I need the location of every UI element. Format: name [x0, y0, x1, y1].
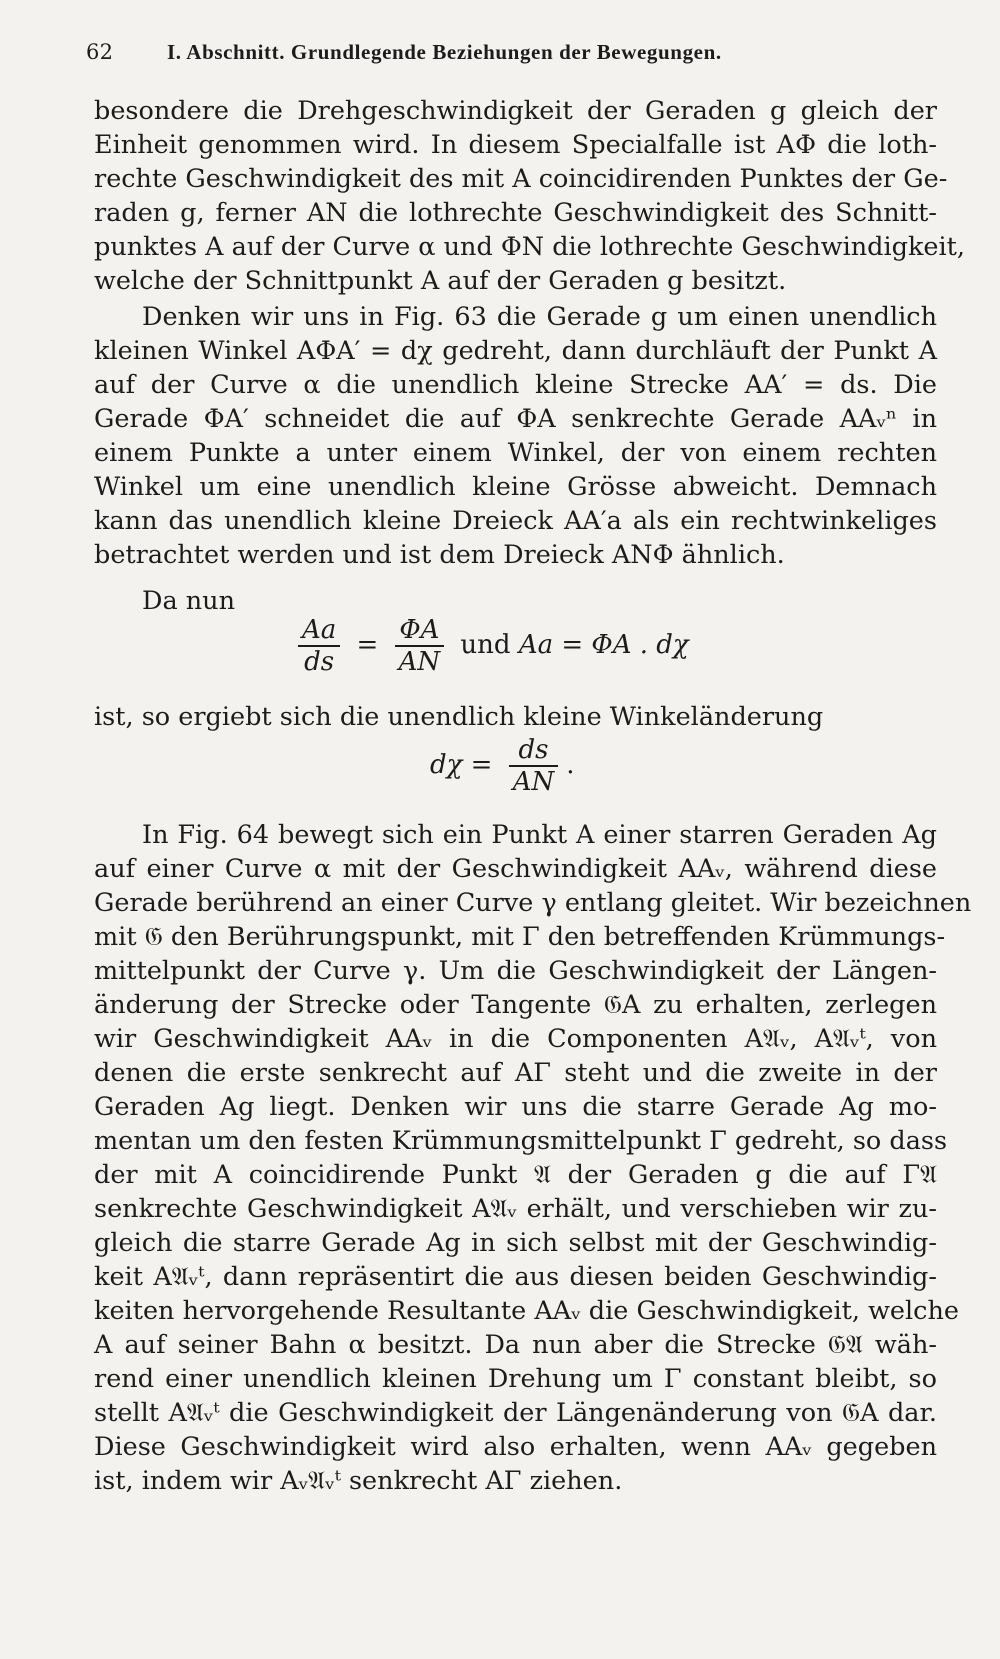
formula-period: . — [566, 750, 575, 780]
formula-lhs: dχ = — [430, 750, 493, 780]
text-line: senkrechte Geschwindigkeit A𝔄ᵥ erhält, und verschieben wir zu- — [94, 1194, 937, 1224]
text-line: besondere die Drehgeschwindigkeit der Geraden g gleich der — [94, 96, 937, 126]
text-line: Diese Geschwindigkeit wird also erhalten, wenn AAᵥ gegeben — [94, 1432, 937, 1462]
text-line: keiten hervorgehende Resultante AAᵥ die Geschwindigkeit, welche — [94, 1296, 959, 1326]
text-line: rend einer unendlich kleinen Drehung um Γ constant bleibt, so — [94, 1364, 937, 1394]
text-line: kann das unendlich kleine Dreieck AA′a als ein rechtwinkeliges — [94, 506, 937, 536]
text-line: punktes A auf der Curve α und ΦN die lothrechte Geschwindigkeit, — [94, 232, 965, 262]
fraction-numerator: Aa — [298, 615, 340, 647]
text-line: betrachtet werden und ist dem Dreieck ANΦ ähnlich. — [94, 540, 785, 570]
text-line: auf der Curve α die unendlich kleine Strecke AA′ = ds. Die — [94, 370, 937, 400]
equals-sign: = — [356, 630, 379, 660]
text-line: denen die erste senkrecht auf AΓ steht und die zweite in der — [94, 1058, 937, 1088]
text-line-da-nun: Da nun — [142, 586, 236, 616]
fraction-denominator: AN — [398, 647, 441, 677]
text-line: der mit A coincidirende Punkt 𝔄 der Geraden g die auf Γ𝔄 — [94, 1160, 937, 1190]
fraction-numerator: ΦA — [395, 615, 445, 647]
text-line: änderung der Strecke oder Tangente 𝔊A zu erhalten, zerlegen — [94, 990, 937, 1020]
fraction-denominator: ds — [304, 647, 335, 677]
page-header — [86, 40, 946, 65]
formula-ratio — [290, 615, 689, 677]
text-line: gleich die starre Gerade Ag in sich selbst mit der Geschwindig- — [94, 1228, 937, 1258]
text-line: stellt A𝔄ᵥᵗ die Geschwindigkeit der Längenänderung von 𝔊A dar. — [94, 1398, 937, 1428]
text-line: mentan um den festen Krümmungsmittelpunkt Γ gedreht, so dass — [94, 1126, 948, 1156]
text-line: Einheit genommen wird. In diesem Specialfalle ist AΦ die loth- — [94, 130, 937, 160]
text-line: mit 𝔊 den Berührungspunkt, mit Γ den betreffenden Krümmungs- — [94, 922, 946, 952]
formula-connector: und — [460, 630, 511, 660]
formula-angle — [430, 735, 575, 797]
text-line: mittelpunkt der Curve γ. Um die Geschwindigkeit der Längen- — [94, 956, 937, 986]
text-line: rechte Geschwindigkeit des mit A coincidirenden Punktes der Ge- — [94, 164, 948, 194]
fraction — [509, 735, 559, 797]
text-line: Winkel um eine unendlich kleine Grösse abweicht. Demnach — [94, 472, 937, 502]
text-line: Denken wir uns in Fig. 63 die Gerade g um einen unendlich — [142, 302, 937, 332]
fraction-numerator: ds — [509, 735, 559, 767]
formula-second: Aa = ΦA . dχ — [518, 630, 689, 660]
text-line: einem Punkte a unter einem Winkel, der von einem rechten — [94, 438, 937, 468]
text-line: ist, so ergiebt sich die unendlich kleine Winkeländerung — [94, 702, 824, 732]
fraction-rhs — [395, 615, 445, 677]
text-line: Geraden Ag liegt. Denken wir uns die starre Gerade Ag mo- — [94, 1092, 937, 1122]
fraction-denominator: AN — [512, 767, 555, 797]
text-line: ist, indem wir Aᵥ𝔄ᵥᵗ senkrecht AΓ ziehen. — [94, 1466, 623, 1496]
text-line: welche der Schnittpunkt A auf der Geraden g besitzt. — [94, 266, 787, 296]
text-line: In Fig. 64 bewegt sich ein Punkt A einer starren Geraden Ag — [142, 820, 937, 850]
text-line: raden g, ferner AN die lothrechte Geschwindigkeit des Schnitt- — [94, 198, 937, 228]
text-line: wir Geschwindigkeit AAᵥ in die Componenten A𝔄ᵥ, A𝔄ᵥᵗ, von — [94, 1024, 937, 1054]
running-title: I. Abschnitt. Grundlegende Beziehungen der Bewegungen. — [166, 40, 722, 64]
text-line: kleinen Winkel AΦA′ = dχ gedreht, dann durchläuft der Punkt A — [94, 336, 937, 366]
fraction-lhs — [298, 615, 340, 677]
text-line: Gerade berührend an einer Curve γ entlang gleitet. Wir bezeichnen — [94, 888, 972, 918]
text-line: keit A𝔄ᵥᵗ, dann repräsentirt die aus diesen beiden Geschwindig- — [94, 1262, 937, 1292]
text-line: A auf seiner Bahn α besitzt. Da nun aber die Strecke 𝔊𝔄 wäh- — [94, 1330, 937, 1360]
text-line: auf einer Curve α mit der Geschwindigkeit AAᵥ, während diese — [94, 854, 937, 884]
page-number: 62 — [86, 40, 114, 64]
text-line: Gerade ΦA′ schneidet die auf ΦA senkrechte Gerade AAᵥⁿ in — [94, 404, 937, 434]
